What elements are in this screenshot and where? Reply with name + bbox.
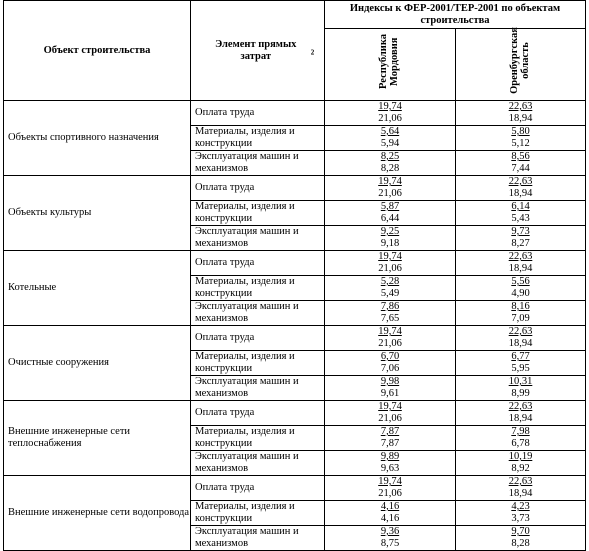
index-previous: 21,06 <box>378 338 402 349</box>
header-object <box>4 1 191 101</box>
index-current: 5,80 <box>511 126 530 137</box>
index-current: 4,23 <box>511 501 530 512</box>
header-element-footnote: 2 <box>310 48 315 56</box>
index-value-r2 <box>456 276 586 301</box>
index-previous: 18,94 <box>508 413 533 424</box>
index-current: 22,63 <box>508 401 533 412</box>
index-value-r2 <box>456 301 586 326</box>
index-value-r2 <box>456 226 586 251</box>
index-previous: 4,90 <box>511 288 530 299</box>
index-value-r2 <box>456 151 586 176</box>
index-value-r2 <box>456 476 586 501</box>
index-value-r1 <box>325 276 456 301</box>
index-previous: 7,65 <box>380 313 400 324</box>
index-current: 19,74 <box>378 401 402 412</box>
index-value-r1 <box>325 526 456 551</box>
index-current: 10,19 <box>508 451 533 462</box>
index-value-r1 <box>325 251 456 276</box>
element-name: Материалы, изделия и конструкции <box>191 501 325 526</box>
index-previous: 8,28 <box>380 163 400 174</box>
region-1-label: Республика Мордовия <box>378 34 400 89</box>
index-current: 19,74 <box>378 101 402 112</box>
header-index-label: Индексы к ФЕР-2001/ТЕР-2001 по объектам строительства <box>349 3 561 26</box>
index-value-r1 <box>325 426 456 451</box>
index-current: 10,31 <box>508 376 533 387</box>
element-name: Оплата труда <box>191 176 325 201</box>
index-previous: 21,06 <box>378 413 402 424</box>
index-current: 9,73 <box>511 226 530 237</box>
index-current: 9,70 <box>511 526 530 537</box>
index-previous: 21,06 <box>378 188 402 199</box>
element-name: Эксплуатация машин и механизмов <box>191 451 325 476</box>
element-name: Материалы, изделия и конструкции <box>191 276 325 301</box>
index-value-r1 <box>325 101 456 126</box>
index-current: 8,25 <box>380 151 400 162</box>
element-name: Оплата труда <box>191 101 325 126</box>
index-value-r2 <box>456 126 586 151</box>
table-row <box>4 176 586 201</box>
element-name: Материалы, изделия и конструкции <box>191 126 325 151</box>
index-current: 19,74 <box>378 326 402 337</box>
element-name: Оплата труда <box>191 326 325 351</box>
index-previous: 8,92 <box>511 463 530 474</box>
index-value-r1 <box>325 476 456 501</box>
region-2-label: Оренбургская область <box>508 27 531 94</box>
index-table <box>3 0 586 551</box>
index-value-r1 <box>325 401 456 426</box>
index-current: 6,14 <box>511 201 530 212</box>
object-name: Объекты культуры <box>4 176 191 251</box>
index-value-r1 <box>325 176 456 201</box>
table-row <box>4 326 586 351</box>
index-value-r1 <box>325 226 456 251</box>
index-value-r2 <box>456 176 586 201</box>
index-current: 9,36 <box>380 526 400 537</box>
index-previous: 18,94 <box>508 263 533 274</box>
index-current: 9,25 <box>380 226 400 237</box>
index-current: 6,77 <box>511 351 530 362</box>
index-value-r1 <box>325 126 456 151</box>
index-current: 7,86 <box>380 301 400 312</box>
header-object-label: Объект строительства <box>43 44 151 56</box>
index-previous: 18,94 <box>508 188 533 199</box>
index-previous: 18,94 <box>508 338 533 349</box>
header-region-1 <box>325 29 456 101</box>
index-current: 5,56 <box>511 276 530 287</box>
header-element <box>191 1 325 101</box>
index-current: 22,63 <box>508 251 533 262</box>
element-name: Оплата труда <box>191 251 325 276</box>
index-previous: 7,09 <box>511 313 530 324</box>
index-previous: 3,73 <box>511 513 530 524</box>
index-value-r1 <box>325 351 456 376</box>
index-previous: 18,94 <box>508 488 533 499</box>
element-name: Материалы, изделия и конструкции <box>191 351 325 376</box>
element-name: Эксплуатация машин и механизмов <box>191 301 325 326</box>
index-previous: 5,95 <box>511 363 530 374</box>
element-name: Эксплуатация машин и механизмов <box>191 151 325 176</box>
index-previous: 9,61 <box>380 388 400 399</box>
index-current: 5,87 <box>380 201 400 212</box>
index-current: 9,98 <box>380 376 400 387</box>
index-value-r2 <box>456 401 586 426</box>
index-previous: 9,63 <box>380 463 400 474</box>
element-name: Оплата труда <box>191 476 325 501</box>
index-value-r2 <box>456 526 586 551</box>
object-name: Внешние инженерные сети водопровода <box>4 476 191 551</box>
object-name: Котельные <box>4 251 191 326</box>
index-previous: 21,06 <box>378 263 402 274</box>
element-name: Эксплуатация машин и механизмов <box>191 376 325 401</box>
index-value-r2 <box>456 451 586 476</box>
index-value-r1 <box>325 376 456 401</box>
index-value-r2 <box>456 376 586 401</box>
header-element-label: Элемент прямых затрат <box>215 38 297 62</box>
index-current: 5,28 <box>380 276 400 287</box>
header-index <box>325 1 586 29</box>
element-name: Материалы, изделия и конструкции <box>191 426 325 451</box>
element-name: Материалы, изделия и конструкции <box>191 201 325 226</box>
index-current: 5,64 <box>380 126 400 137</box>
index-previous: 5,94 <box>380 138 400 149</box>
index-current: 9,89 <box>380 451 400 462</box>
table-row <box>4 101 586 126</box>
index-current: 22,63 <box>508 101 533 112</box>
index-current: 7,98 <box>511 426 530 437</box>
index-value-r1 <box>325 501 456 526</box>
index-current: 19,74 <box>378 476 402 487</box>
index-value-r2 <box>456 101 586 126</box>
index-current: 19,74 <box>378 176 402 187</box>
index-value-r2 <box>456 326 586 351</box>
index-previous: 18,94 <box>508 113 533 124</box>
index-current: 4,16 <box>380 501 400 512</box>
element-name: Эксплуатация машин и механизмов <box>191 526 325 551</box>
index-previous: 6,44 <box>380 213 400 224</box>
index-previous: 7,06 <box>380 363 400 374</box>
index-previous: 6,78 <box>511 438 530 449</box>
element-name: Оплата труда <box>191 401 325 426</box>
index-value-r1 <box>325 326 456 351</box>
index-current: 22,63 <box>508 476 533 487</box>
object-name: Внешние инженерные сети теплоснабжения <box>4 401 191 476</box>
table-row <box>4 251 586 276</box>
index-current: 6,70 <box>380 351 400 362</box>
index-previous: 4,16 <box>380 513 400 524</box>
index-previous: 21,06 <box>378 113 402 124</box>
index-previous: 5,43 <box>511 213 530 224</box>
header-region-2 <box>456 29 586 101</box>
index-value-r2 <box>456 426 586 451</box>
index-previous: 7,87 <box>380 438 400 449</box>
index-previous: 5,12 <box>511 138 530 149</box>
index-value-r2 <box>456 501 586 526</box>
index-current: 8,16 <box>511 301 530 312</box>
index-current: 22,63 <box>508 176 533 187</box>
index-previous: 21,06 <box>378 488 402 499</box>
index-previous: 9,18 <box>380 238 400 249</box>
index-previous: 8,28 <box>511 538 530 549</box>
index-previous: 8,27 <box>511 238 530 249</box>
index-previous: 7,44 <box>511 163 530 174</box>
element-name: Эксплуатация машин и механизмов <box>191 226 325 251</box>
index-current: 7,87 <box>380 426 400 437</box>
index-value-r2 <box>456 351 586 376</box>
index-previous: 8,75 <box>380 538 400 549</box>
index-current: 19,74 <box>378 251 402 262</box>
index-value-r1 <box>325 201 456 226</box>
table-row <box>4 401 586 426</box>
index-current: 22,63 <box>508 326 533 337</box>
table-body <box>4 101 586 551</box>
index-value-r1 <box>325 301 456 326</box>
index-value-r1 <box>325 151 456 176</box>
object-name: Объекты спортивного назначения <box>4 101 191 176</box>
object-name: Очистные сооружения <box>4 326 191 401</box>
index-current: 8,56 <box>511 151 530 162</box>
index-previous: 5,49 <box>380 288 400 299</box>
table-row <box>4 476 586 501</box>
index-value-r2 <box>456 251 586 276</box>
index-value-r2 <box>456 201 586 226</box>
index-value-r1 <box>325 451 456 476</box>
index-previous: 8,99 <box>511 388 530 399</box>
